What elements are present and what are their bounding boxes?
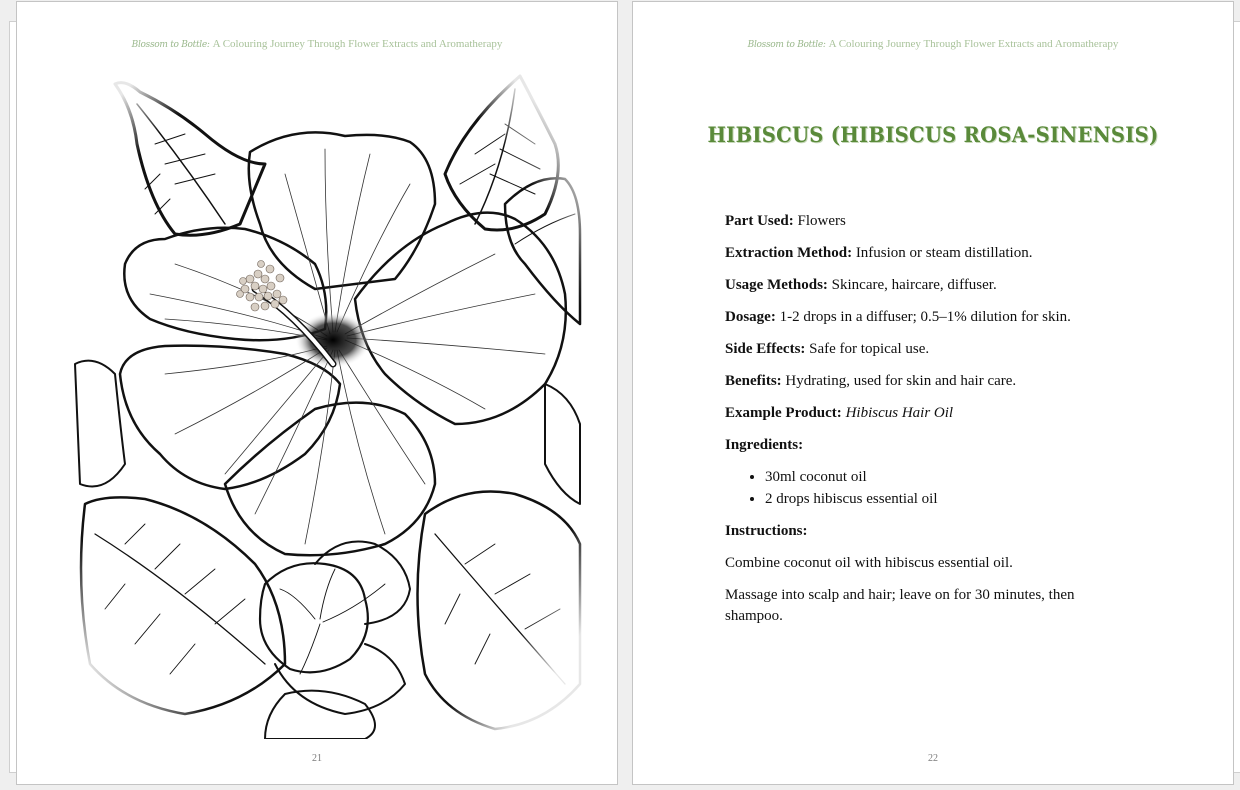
field-label: Dosage:	[725, 309, 776, 325]
page-title: HIBISCUS (HIBISCUS ROSA-SINENSIS)	[707, 122, 1159, 147]
ingredients-heading	[725, 435, 1125, 456]
field-extraction-method	[725, 243, 1125, 264]
field-value: Skincare, haircare, diffuser.	[831, 277, 997, 293]
field-label: Usage Methods:	[725, 277, 828, 293]
page-21	[16, 1, 618, 785]
field-label: Example Product:	[725, 405, 842, 421]
page-22	[632, 1, 1234, 785]
field-value: 1-2 drops in a diffuser; 0.5–1% dilution for skin.	[779, 309, 1071, 325]
field-dosage	[725, 307, 1125, 328]
field-label: Extraction Method:	[725, 245, 853, 261]
field-part-used	[725, 211, 1125, 232]
page-number: 22	[928, 753, 938, 764]
running-header-title: A Colouring Journey Through Flower Extracts and Aromatherapy	[828, 38, 1119, 50]
ingredient-item: • 30ml coconut oil	[765, 467, 1125, 488]
instructions-heading	[725, 521, 1125, 542]
field-example-product	[725, 403, 1125, 424]
running-header	[17, 38, 617, 50]
running-header	[633, 38, 1233, 50]
ingredients-heading-label: Ingredients:	[725, 437, 804, 453]
field-side-effects	[725, 339, 1125, 360]
field-label: Benefits:	[725, 373, 782, 389]
instruction-step: Massage into scalp and hair; leave on for 30 minutes, then shampoo.	[725, 587, 1075, 624]
field-benefits	[725, 371, 1125, 392]
hibiscus-line-art-icon	[65, 64, 585, 739]
field-usage-methods	[725, 275, 1125, 296]
field-label: Part Used:	[725, 213, 794, 229]
instruction-step: Combine coconut oil with hibiscus essential oil.	[725, 555, 1013, 571]
running-header-title: A Colouring Journey Through Flower Extracts and Aromatherapy	[212, 38, 503, 50]
field-value: Flowers	[797, 213, 846, 229]
hibiscus-illustration	[65, 64, 585, 739]
ingredient-item: • 2 drops hibiscus essential oil	[765, 489, 1125, 510]
running-header-script: Blossom to Bottle:	[131, 40, 210, 50]
field-value: Safe for topical use.	[809, 341, 930, 357]
ingredients-list	[725, 467, 1125, 510]
field-label: Side Effects:	[725, 341, 806, 357]
entry-body	[725, 211, 1125, 638]
field-value: Hydrating, used for skin and hair care.	[785, 373, 1017, 389]
field-value: Infusion or steam distillation.	[855, 245, 1033, 261]
page-number: 21	[312, 753, 322, 764]
instructions-heading-label: Instructions:	[725, 523, 808, 539]
field-value: Hibiscus Hair Oil	[845, 405, 954, 421]
running-header-script: Blossom to Bottle:	[747, 40, 826, 50]
